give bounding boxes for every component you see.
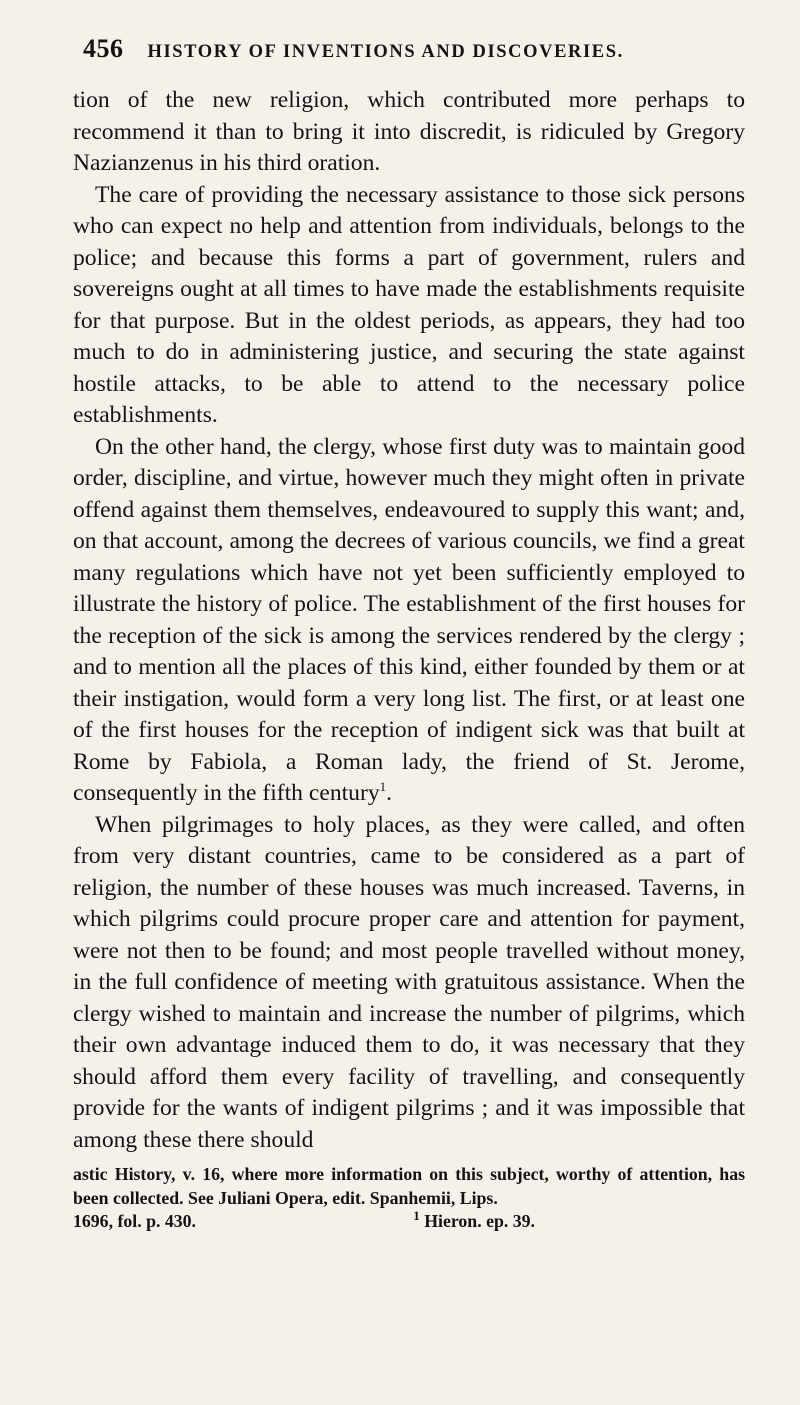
footnote-1-text: Hieron. ep. 39. [424, 1211, 535, 1231]
footnote-citation: 1696, fol. p. 430. [73, 1211, 196, 1231]
body-text [73, 85, 745, 1156]
footnote-continuation: astic History, v. 16, where more information on this subject, worthy of attention, has been collected. See Juliani Opera, edit. Spanhemii, Lips. [73, 1164, 745, 1208]
paragraph-3-text: On the other hand, the clergy, whose first duty was to maintain good order, discipline, and virtue, however much they might often in private offend against them themselves, endeavoured to supply this want; and, on that account, among the decrees of various councils, we find a great many regulations which have not yet been sufficiently employed to illustrate the history of police. The establishment of the first houses for the reception of the sick is among the services rendered by the clergy ; and to mention all the places of this kind, either founded by them or at their instigation, would form a very long list. The first, or at least one of the first houses for the reception of indigent sick was that built at Rome by Fabiola, a Roman lady, the friend of St. Jerome, consequently in the fifth century [73, 433, 745, 806]
paragraph-1: tion of the new religion, which contributed more perhaps to recommend it than to bring it into discredit, is ridiculed by Gregory Nazianzenus in his third oration. [73, 87, 745, 176]
footnote-1 [413, 1210, 535, 1234]
footnote-last-line [73, 1210, 745, 1234]
running-head: HISTORY OF INVENTIONS AND DISCOVERIES. [147, 42, 624, 62]
footnote-reference: 1 [379, 779, 387, 795]
paragraph-4: When pilgrimages to holy places, as they were called, and often from very distant countries, came to be considered as a part of religion, the number of these houses was much increased. Taverns, in which pilgrims could procure proper care and attention for payment, were not then to be found; and most people travelled without money, in the full confidence of meeting with gratuitous assistance. When the clergy wished to maintain and increase the number of pilgrims, which their own advantage induced them to do, it was necessary that they should afford them every facility of travelling, and consequently provide for the wants of indigent pilgrims ; and it was impossible that among these there should [73, 811, 745, 1153]
page-header [73, 34, 745, 70]
page-number: 456 [83, 34, 124, 63]
footnotes [73, 1163, 745, 1234]
book-page [73, 34, 745, 1234]
paragraph-3 [73, 432, 745, 810]
paragraph-3-end: . [386, 780, 393, 806]
footnote-1-marker: 1 [413, 1208, 420, 1224]
paragraph-2: The care of providing the necessary assistance to those sick persons who can expect no help and attention from individuals, belongs to the police; and because this forms a part of government, rulers and sovereigns ought at all times to have made the establishments requisite for that purpose. But in the oldest periods, as appears, they had too much to do in administering justice, and securing the state against hostile attacks, to be able to attend to the necessary police establishments. [73, 181, 745, 428]
